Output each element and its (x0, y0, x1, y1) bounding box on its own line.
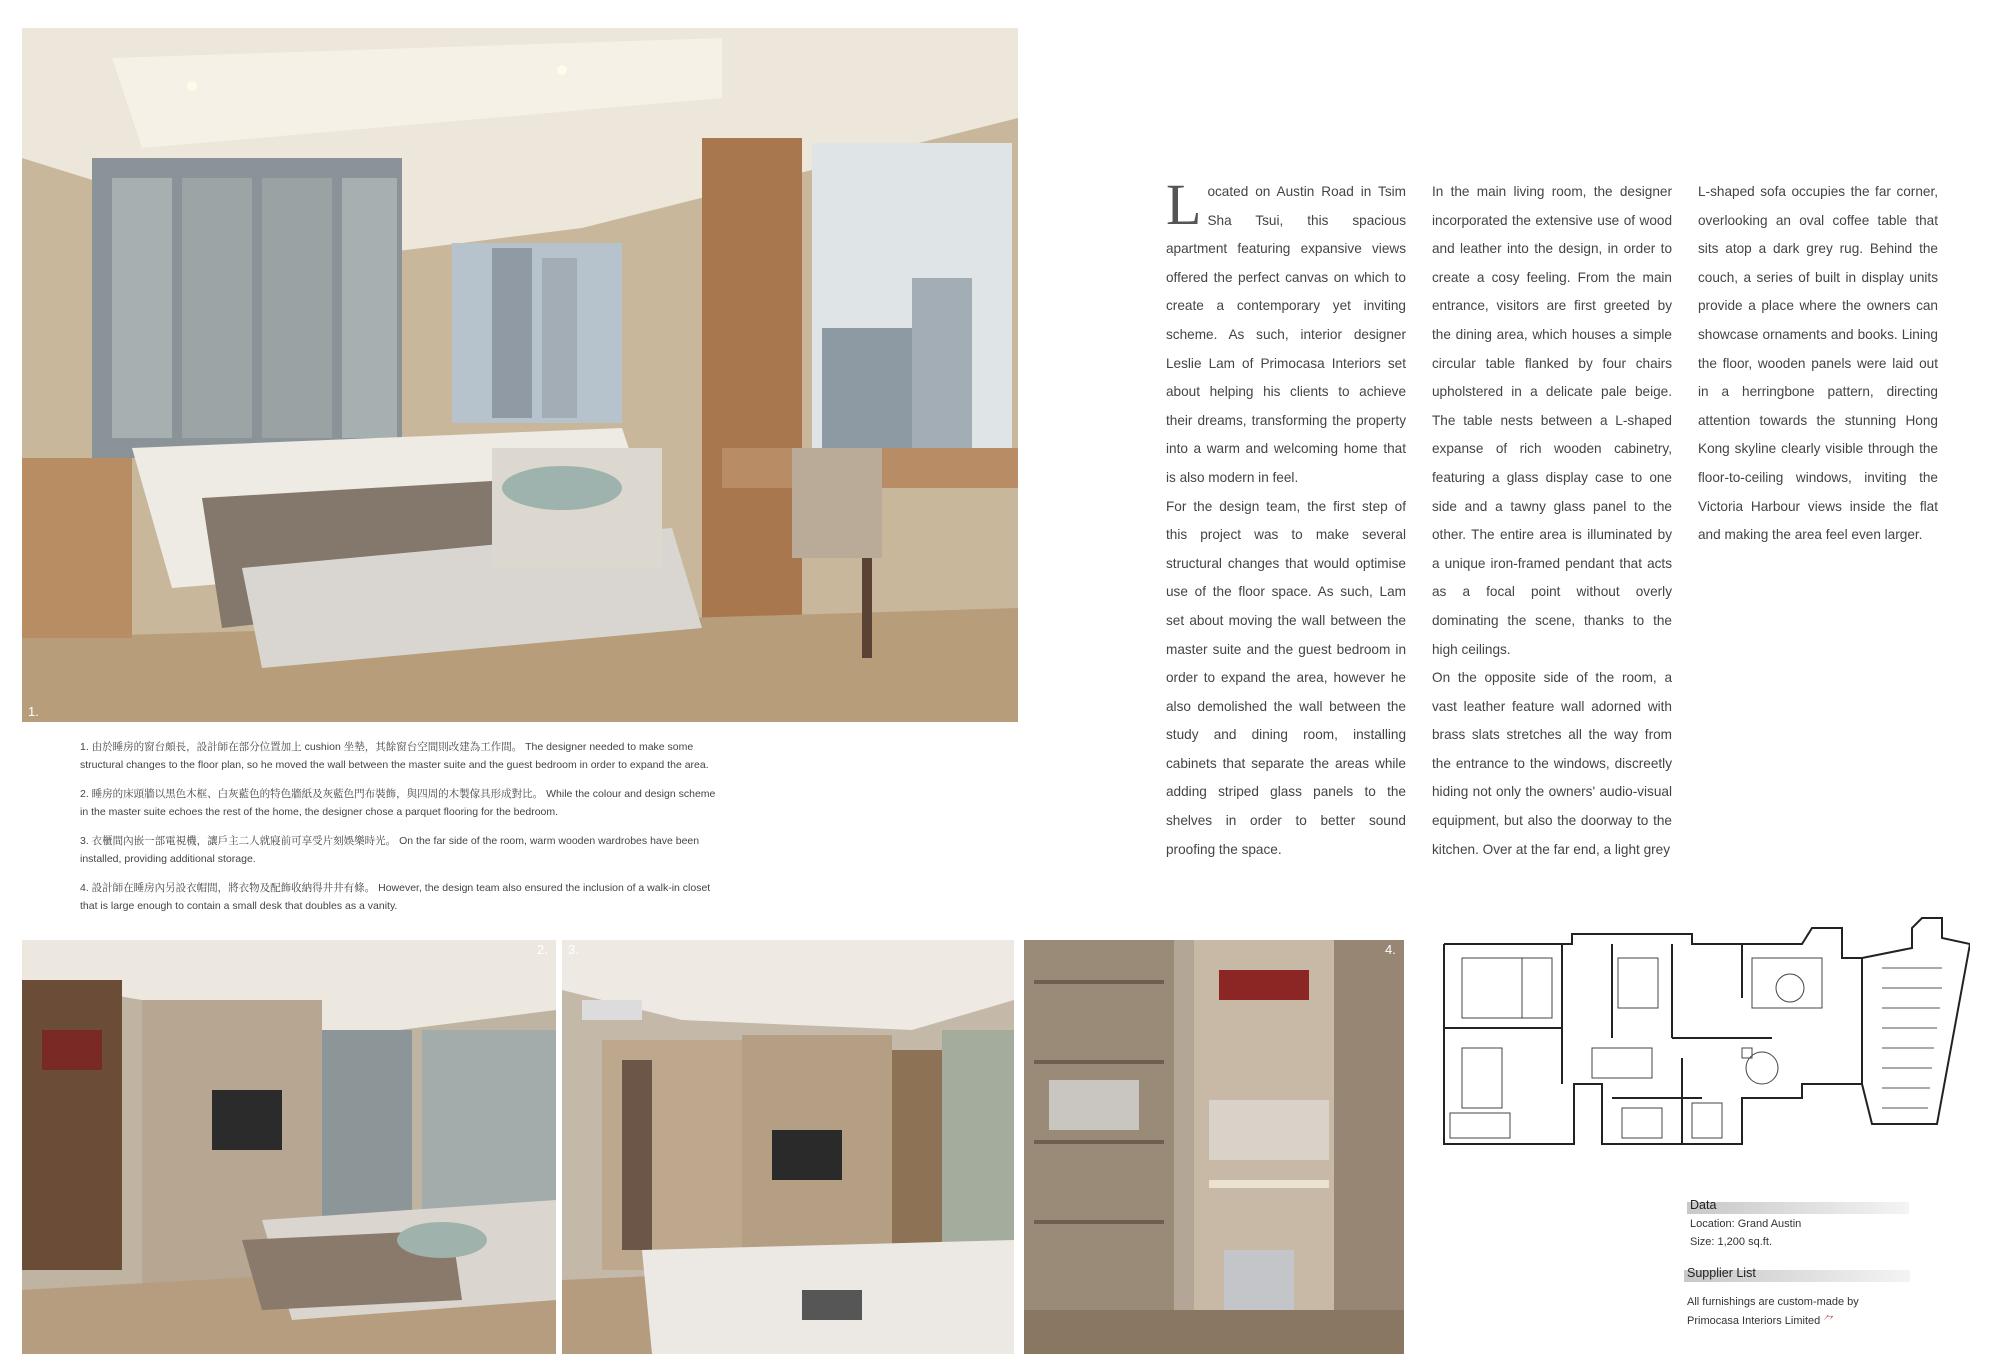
supplier-line-1: All furnishings are custom-made by (1687, 1296, 1859, 1308)
caption-1 (80, 738, 720, 774)
caption-1-en: The designer needed to make some structural changes to the floor plan, so he moved the wall between the master suite and the guest bedroom in order to expand the area. (80, 741, 709, 771)
article-column-1 (1166, 172, 1406, 864)
caption-2-en: While the colour and design scheme in the master suite echoes the rest of the home, the designer chose a parquet flooring for the bedroom. (80, 788, 716, 818)
photo-master-bedroom (22, 28, 1018, 722)
supplier-name: Primocasa Interiors Limited (1687, 1315, 1821, 1327)
article-column-2 (1432, 178, 1672, 864)
photo-captions (80, 738, 720, 926)
photo-number-4: 4. (1385, 942, 1396, 957)
photo-number-3: 3. (568, 942, 579, 957)
caption-3 (80, 832, 720, 868)
floor-plan (1442, 898, 1970, 1152)
article-paragraph-4: On the opposite side of the room, a vast leather feature wall adorned with brass slats stretches all the way from the entrance to the windows, discreetly hiding not only the owners' audio-visual equipment, but also the doorway to the kitchen. Over at the far end, a light grey (1432, 670, 1672, 857)
caption-2 (80, 785, 720, 821)
caption-3-en: On the far side of the room, warm wooden wardrobes have been installed, providing additional storage. (80, 835, 700, 865)
article-column-3 (1698, 178, 1938, 550)
data-heading: Data (1690, 1198, 1717, 1212)
caption-4-zh: 4. 設計師在睡房內另設衣帽間，將衣物及配飾收納得井井有條。 (80, 882, 376, 894)
photo-number-2: 2. (537, 942, 548, 957)
caption-2-zh: 2. 睡房的床頭牆以黑色木框、白灰藍色的特色牆紙及灰藍色門布裝飾，與四周的木製傢具形成對比。 (80, 788, 544, 800)
supplier-heading: Supplier List (1687, 1266, 1756, 1280)
photo-wardrobe-tv (562, 940, 1014, 1354)
end-mark-icon: ⺈ (1823, 1315, 1835, 1327)
article-paragraph-1-text: ocated on Austin Road in Tsim Sha Tsui, this spacious apartment featuring expansive views offered the perfect canvas on which to create a contemporary yet inviting scheme. As such, interior designer Leslie Lam of Primocasa Interiors set about helping his clients to achieve their dreams, transforming the property into a warm and welcoming home that is also modern in feel. (1166, 184, 1406, 485)
article-paragraph-1 (1166, 172, 1406, 493)
article-paragraph-3: In the main living room, the designer incorporated the extensive use of wood and leather into the design, in order to create a cosy feeling. From the main entrance, visitors are first greeted by the dining area, which houses a simple circular table flanked by four chairs upholstered in a delicate pale beige. The table nests between a L-shaped expanse of rich wooden cabinetry, featuring a glass display case to one side and a tawny glass panel to the other. The entire area is illuminated by a unique iron-framed pendant that acts as a focal point without overly dominating the scene, thanks to the high ceilings. (1432, 184, 1672, 657)
data-location: Location: Grand Austin (1690, 1218, 1802, 1230)
drop-cap: L (1166, 172, 1202, 237)
caption-1-zh: 1. 由於睡房的窗台頗長，設計師在部分位置加上 cushion 坐墊，其餘窗台空間則改建為工作間。 (80, 741, 523, 753)
article-paragraph-5: L-shaped sofa occupies the far corner, overlooking an oval coffee table that sits atop a dark grey rug. Behind the couch, a series of built in display units provide a place where the owners can showcase ornaments and books. Lining the floor, wooden panels were laid out in a herringbone pattern, directing attention towards the stunning Hong Kong skyline clearly visible through the floor-to-ceiling windows, inviting the Victoria Harbour views inside the flat and making the area feel even larger. (1698, 184, 1938, 543)
caption-4 (80, 879, 720, 915)
data-size: Size: 1,200 sq.ft. (1690, 1236, 1772, 1248)
supplier-line-2 (1687, 1313, 1834, 1330)
photo-bedroom-entrance (22, 940, 556, 1354)
caption-3-zh: 3. 衣櫃間內嵌一部電視機，讓戶主二人就寢前可享受片刻娛樂時光。 (80, 835, 397, 847)
article-paragraph-2: For the design team, the first step of this project was to make several structural changes that would optimise use of the floor space. As such, Lam set about moving the wall between the master suite and the guest bedroom in order to expand the area, however he also demolished the wall between the study and dining room, installing cabinets that separate the areas while adding striped glass panels to the shelves in order to better sound proofing the space. (1166, 498, 1406, 857)
photo-number-1: 1. (28, 704, 39, 719)
caption-4-en: However, the design team also ensured the inclusion of a walk-in closet that is large enough to contain a small desk that doubles as a vanity. (80, 882, 711, 912)
photo-walk-in-closet (1024, 940, 1404, 1354)
data-heading-bar (1687, 1202, 1909, 1214)
